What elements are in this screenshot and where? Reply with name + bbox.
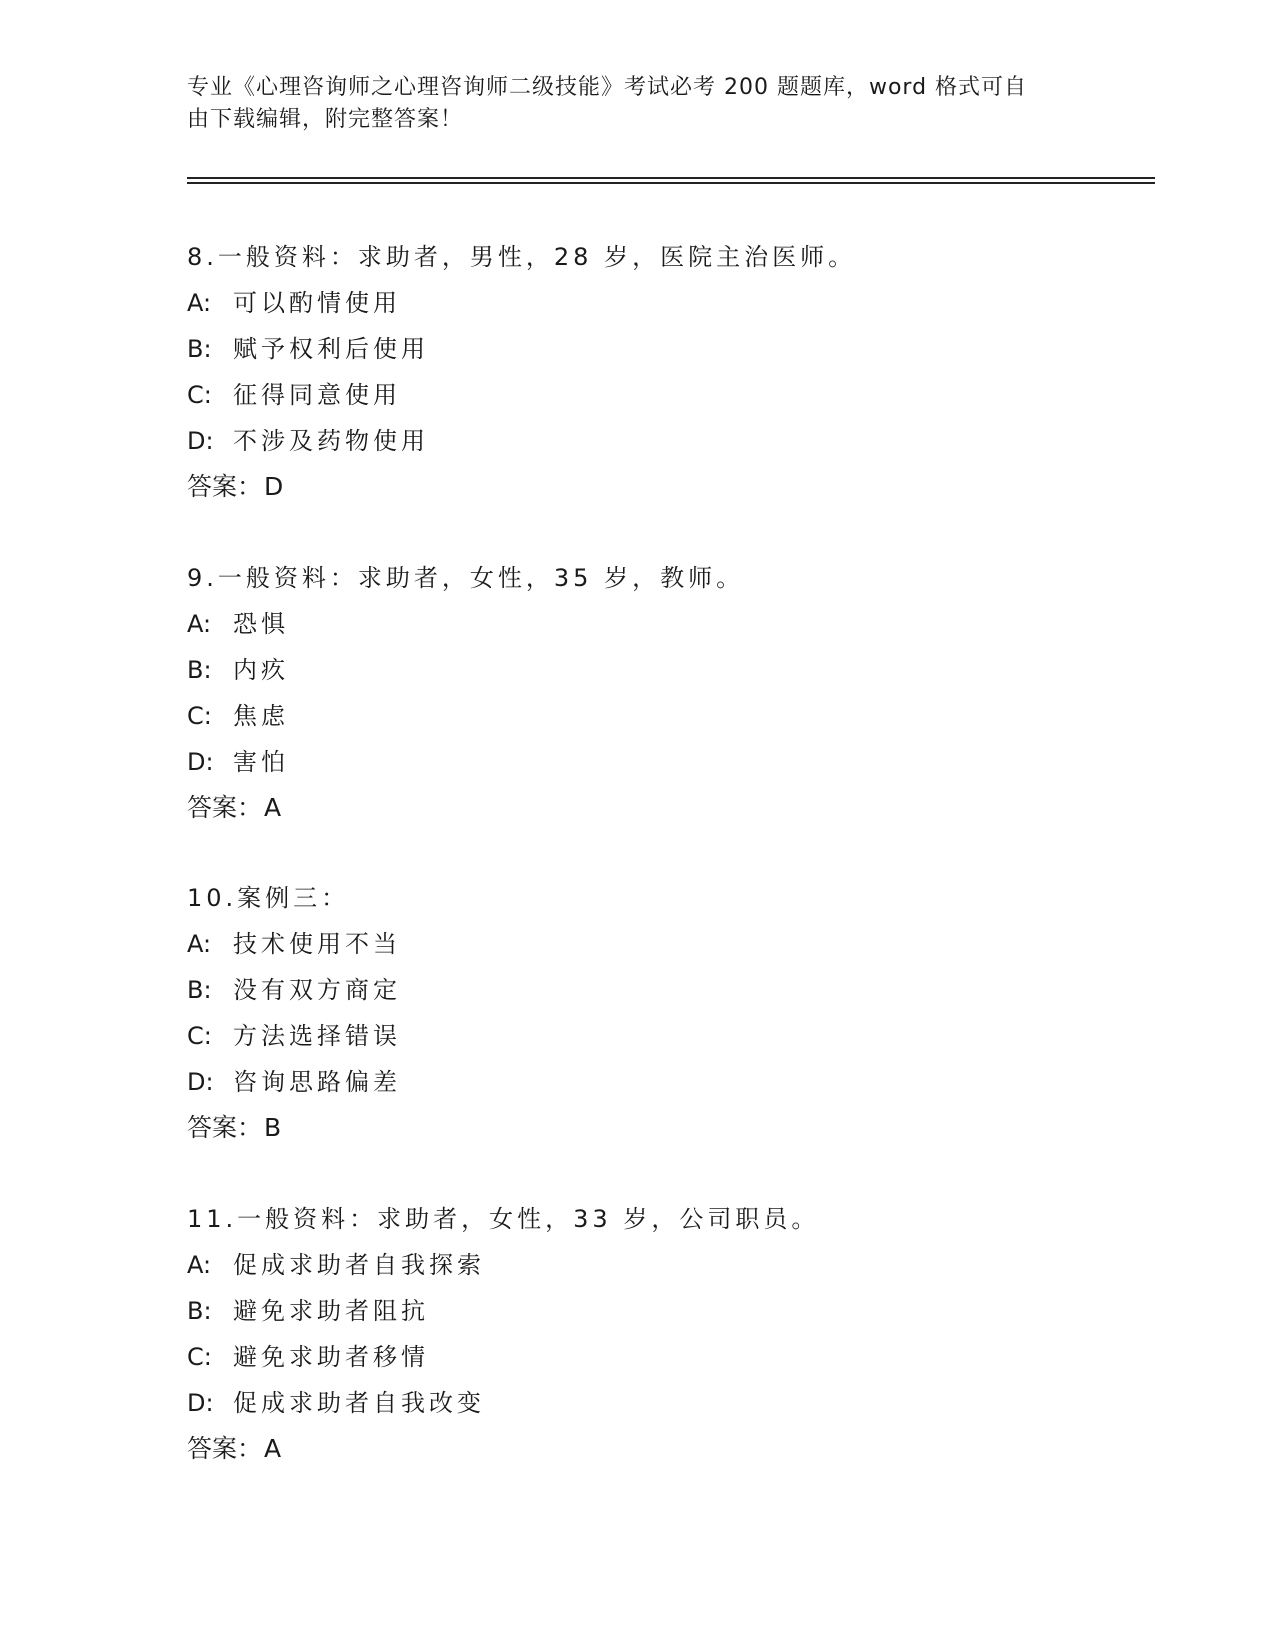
option-letter: A: <box>187 289 212 317</box>
option-a <box>187 601 1147 647</box>
option-c <box>187 372 1147 418</box>
option-text: 没有双方商定 <box>233 976 401 1004</box>
option-letter: A: <box>187 1251 212 1279</box>
option-letter: D: <box>187 1389 214 1417</box>
option-text: 技术使用不当 <box>233 930 401 958</box>
option-d <box>187 1059 1147 1105</box>
option-letter: C: <box>187 702 212 730</box>
option-text: 恐惧 <box>233 610 289 638</box>
option-d <box>187 418 1147 464</box>
option-a <box>187 921 1147 967</box>
option-letter: C: <box>187 1022 212 1050</box>
option-text: 不涉及药物使用 <box>233 427 429 455</box>
answer-value: D <box>264 472 284 501</box>
question-10 <box>187 875 1147 1151</box>
option-b <box>187 326 1147 372</box>
answer-label: 答案： <box>187 1434 263 1463</box>
option-text: 可以酌情使用 <box>233 289 401 317</box>
header-divider-bottom <box>187 182 1155 184</box>
option-c <box>187 1013 1147 1059</box>
question-9 <box>187 555 1147 831</box>
question-stem: 8.一般资料：求助者，男性，28 岁，医院主治医师。 <box>187 243 857 271</box>
option-letter: B: <box>187 335 212 363</box>
question-stem: 10.案例三： <box>187 884 350 912</box>
option-letter: C: <box>187 1343 212 1371</box>
option-letter: B: <box>187 976 212 1004</box>
option-text: 征得同意使用 <box>233 381 401 409</box>
option-b <box>187 1288 1147 1334</box>
option-d <box>187 1380 1147 1426</box>
option-text: 焦虑 <box>233 702 289 730</box>
option-a <box>187 1242 1147 1288</box>
option-text: 方法选择错误 <box>233 1022 401 1050</box>
option-text: 避免求助者移情 <box>233 1343 429 1371</box>
option-text: 赋予权利后使用 <box>233 335 429 363</box>
option-a <box>187 280 1147 326</box>
option-text: 促成求助者自我改变 <box>233 1389 485 1417</box>
header-divider-top <box>187 177 1155 179</box>
answer-label: 答案： <box>187 793 263 822</box>
option-letter: D: <box>187 427 214 455</box>
document-header <box>187 72 1067 136</box>
option-c <box>187 1334 1147 1380</box>
answer-value: A <box>264 1434 282 1463</box>
option-letter: C: <box>187 381 212 409</box>
option-letter: B: <box>187 656 212 684</box>
option-text: 内疚 <box>233 656 289 684</box>
question-stem: 9.一般资料：求助者，女性，35 岁，教师。 <box>187 564 745 592</box>
question-8 <box>187 234 1147 510</box>
header-line-2: 由下载编辑，附完整答案！ <box>187 107 464 132</box>
answer-line <box>187 1426 1147 1472</box>
answer-line <box>187 785 1147 831</box>
option-text: 害怕 <box>233 748 289 776</box>
question-stem: 11.一般资料：求助者，女性，33 岁，公司职员。 <box>187 1205 820 1233</box>
header-line-1: 专业《心理咨询师之心理咨询师二级技能》考试必考 200 题题库，word 格式可自 <box>187 75 1028 100</box>
option-b <box>187 967 1147 1013</box>
answer-line <box>187 464 1147 510</box>
answer-value: B <box>264 1113 282 1142</box>
option-c <box>187 693 1147 739</box>
option-text: 咨询思路偏差 <box>233 1068 401 1096</box>
option-letter: B: <box>187 1297 212 1325</box>
answer-label: 答案： <box>187 1113 263 1142</box>
option-letter: A: <box>187 930 212 958</box>
option-text: 避免求助者阻抗 <box>233 1297 429 1325</box>
option-letter: A: <box>187 610 212 638</box>
answer-line <box>187 1105 1147 1151</box>
question-11 <box>187 1196 1147 1472</box>
option-letter: D: <box>187 748 214 776</box>
option-letter: D: <box>187 1068 214 1096</box>
answer-label: 答案： <box>187 472 263 501</box>
option-b <box>187 647 1147 693</box>
answer-value: A <box>264 793 282 822</box>
option-text: 促成求助者自我探索 <box>233 1251 485 1279</box>
option-d <box>187 739 1147 785</box>
